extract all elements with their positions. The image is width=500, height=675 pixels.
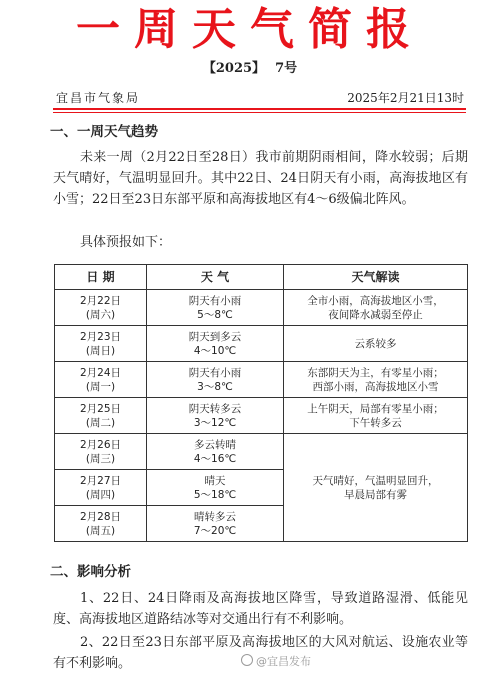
interpretation-cell: 东部阴天为主，有零星小雨； 西部小雨，高海拔地区小雪 <box>284 362 468 398</box>
section1-paragraph: 未来一周（2月22日至28日）我市前期阴雨相间，降水较弱；后期天气晴好，气温明显回升。其中22日、24日阴天有小雨，高海拔地区有小雪；22日至23日东部平原和高海拔地区有4～6级偏北阵风。 <box>53 150 468 207</box>
forecast-table <box>54 264 468 542</box>
table-row <box>55 362 468 398</box>
weather-cell: 阴天有小雨 3～8℃ <box>147 362 284 398</box>
issuing-org: 宜昌市气象局 <box>56 91 141 105</box>
table-row <box>55 434 468 470</box>
header-interpretation: 天气解读 <box>284 265 468 290</box>
issue-number: 7号 <box>275 61 298 76</box>
weather-cell: 阴天有小雨 5～8℃ <box>147 290 284 326</box>
weather-cell: 阴天转多云 3～12℃ <box>147 398 284 434</box>
date-cell: 2月28日 (周五) <box>55 506 147 542</box>
date-cell: 2月26日 (周三) <box>55 434 147 470</box>
table-row <box>55 290 468 326</box>
header-rule-thick <box>53 108 466 110</box>
section2-title: 二、影响分析 <box>50 564 131 580</box>
date-cell: 2月25日 (周二) <box>55 398 147 434</box>
weather-cell: 多云转晴 4～16℃ <box>147 434 284 470</box>
forecast-intro: 具体预报如下： <box>80 235 172 250</box>
bulletin-title: 一周天气简报 <box>76 4 424 55</box>
table-header-row <box>55 265 468 290</box>
watermark: @宜昌发布 <box>238 654 311 669</box>
issue-date: 2025年2月21日13时 <box>347 91 464 105</box>
weather-cell: 晴转多云 7～20℃ <box>147 506 284 542</box>
header-weather: 天 气 <box>147 265 284 290</box>
section1-title: 一、一周天气趋势 <box>50 124 158 140</box>
interpretation-cell: 云系较多 <box>284 326 468 362</box>
weather-cell: 阴天到多云 4～10℃ <box>147 326 284 362</box>
impact-paragraph-2: 2、22日至23日东部平原及高海拔地区的大风对航运、设施农业等有不利影响。 <box>53 635 468 671</box>
table-row <box>55 398 468 434</box>
interpretation-cell-merged: 天气晴好，气温明显回升， 早晨局部有雾 <box>284 434 468 542</box>
weather-cell: 晴天 5～18℃ <box>147 470 284 506</box>
interpretation-cell: 全市小雨，高海拔地区小雪， 夜间降水减弱至停止 <box>284 290 468 326</box>
date-cell: 2月22日 (周六) <box>55 290 147 326</box>
weibo-icon <box>241 654 253 666</box>
date-cell: 2月23日 (周日) <box>55 326 147 362</box>
table-row <box>55 326 468 362</box>
interpretation-cell: 上午阴天，局部有零星小雨； 下午转多云 <box>284 398 468 434</box>
issue-line <box>0 60 500 78</box>
impact-paragraph-1: 1、22日、24日降雨及高海拔地区降雪，导致道路湿滑、低能见度、高海拔地区道路结冰等对交通出行有不利影响。 <box>53 591 468 627</box>
date-cell: 2月24日 (周一) <box>55 362 147 398</box>
issue-year: 【2025】 <box>202 61 266 76</box>
date-cell: 2月27日 (周四) <box>55 470 147 506</box>
header-date: 日 期 <box>55 265 147 290</box>
header-rule-thin <box>53 112 466 113</box>
